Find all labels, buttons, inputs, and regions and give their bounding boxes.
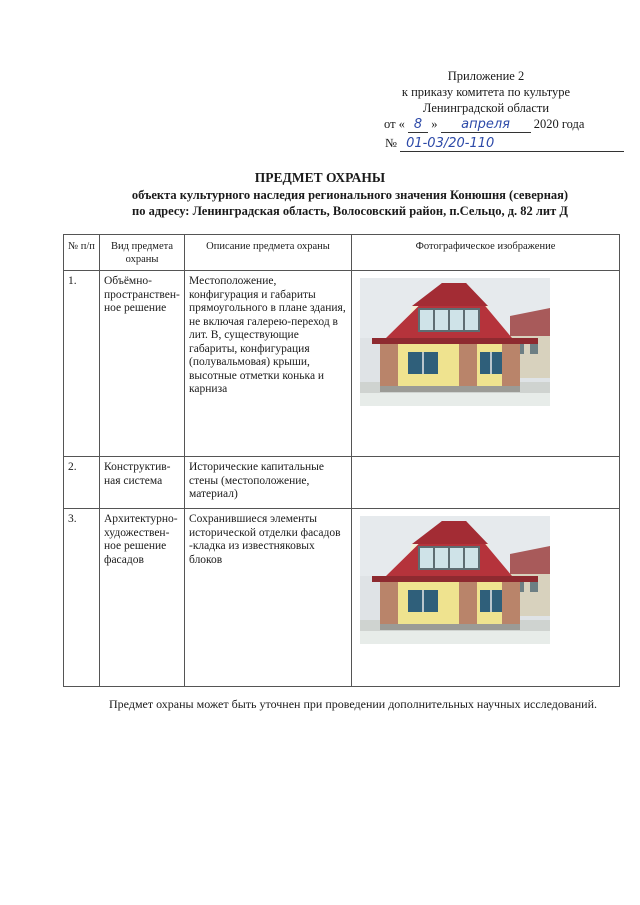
row-description: Местоположение, конфигурация и габариты прямоугольного в плане здания, не включая галерею-переход в лит. В, существующие габариты, конфигурация (полувальмовая) крыши, высотные отметки конька и карниза: [185, 271, 352, 457]
appendix-line-2: к приказу комитета по культуре: [401, 85, 571, 99]
building-photo: [360, 278, 550, 406]
document-title: ПРЕДМЕТ ОХРАНЫ: [254, 170, 386, 185]
order-number: [385, 136, 624, 152]
date-day: 8: [413, 117, 423, 132]
document-subtitle: [80, 187, 620, 219]
table-row: [64, 509, 620, 687]
row-type: Архитектурно-художествен-ное решение фасадов: [100, 509, 185, 687]
header-type: Вид предмета охраны: [100, 235, 185, 271]
row-num: 3.: [64, 509, 100, 687]
row-photo-cell: [352, 271, 620, 457]
protection-table: [63, 234, 620, 687]
subtitle-line-2: по адресу: Ленинградская область, Волосовский район, п.Сельцо, д. 82 лит Д: [132, 204, 568, 218]
row-photo-cell: [352, 457, 620, 509]
number-value: 01-03/20-110: [406, 136, 495, 151]
footer-note: Предмет охраны может быть уточнен при проведении дополнительных научных исследований.: [109, 697, 598, 711]
row-description: Исторические капитальные стены (местоположение, материал): [185, 457, 352, 509]
row-type: Конструктив-ная система: [100, 457, 185, 509]
header-num: № п/п: [64, 235, 100, 271]
header-photo: Фотографическое изображение: [352, 235, 620, 271]
row-photo-cell: [352, 509, 620, 687]
table-row: [64, 271, 620, 457]
appendix-title: Приложение 2: [447, 69, 525, 83]
subtitle-line-1: объекта культурного наследия регионального значения Конюшня (северная): [131, 188, 569, 202]
row-type: Объёмно-пространствен-ное решение: [100, 271, 185, 457]
date-suffix: 2020 года: [533, 117, 585, 131]
date-prefix: от «: [384, 117, 405, 131]
appendix-block: [376, 68, 596, 116]
row-description: Сохранившиеся элементы исторической отделки фасадов -кладка из известняковых блоков: [185, 509, 352, 687]
date-mid: »: [431, 117, 438, 131]
appendix-line-3: Ленинградской области: [422, 101, 550, 115]
header-description: Описание предмета охраны: [185, 235, 352, 271]
number-prefix: №: [385, 136, 397, 150]
date-month: апреля: [461, 117, 510, 132]
table-row: [64, 457, 620, 509]
order-date: [384, 117, 584, 133]
building-photo: [360, 516, 550, 644]
row-num: 2.: [64, 457, 100, 509]
table-header-row: [64, 235, 620, 271]
row-num: 1.: [64, 271, 100, 457]
